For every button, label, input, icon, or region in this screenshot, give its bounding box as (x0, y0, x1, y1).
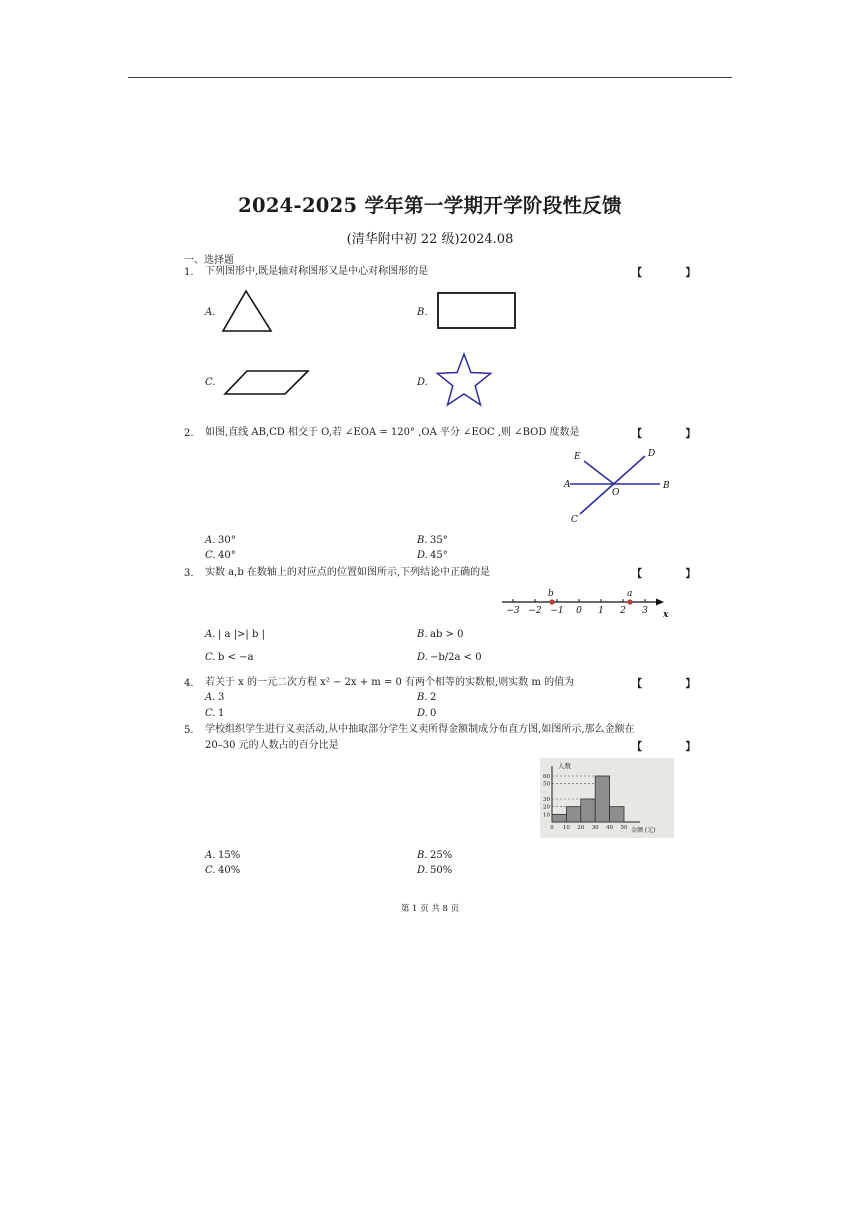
q2-option-b-label[interactable]: B. (417, 535, 428, 546)
q1-option-d-label[interactable]: D. (417, 377, 428, 388)
number-line-tick-label: 2 (620, 606, 626, 616)
q4-option-d-value: 0 (430, 708, 437, 719)
intersecting-lines-figure (560, 444, 678, 528)
histogram-bar (595, 776, 609, 822)
histogram-y-tick-label: 10 (543, 812, 550, 819)
question-1-text: 下列图形中,既是轴对称图形又是中心对称图形的是 (205, 266, 429, 277)
question-5-text-line1: 学校组织学生进行义卖活动,从中抽取部分学生义卖所得金额制成分布直方图,如图所示,那么金额在 (205, 724, 635, 735)
ray-oe (584, 461, 614, 484)
number-line-tick-label: −2 (528, 606, 542, 616)
number-line-tick-label: 1 (598, 606, 604, 616)
q3-option-a-label[interactable]: A. (205, 629, 216, 640)
q5-option-b-value: 25% (430, 850, 453, 861)
label-o: O (612, 488, 620, 498)
histogram-bar (566, 807, 580, 822)
q1-option-b-label[interactable]: B. (417, 307, 428, 318)
q4-option-a-value: 3 (218, 692, 225, 703)
histogram-y-title: 人数 (558, 762, 571, 770)
question-4-number: 4. (184, 678, 194, 689)
q3-option-b-label[interactable]: B. (417, 629, 428, 640)
star-shape (433, 351, 495, 413)
histogram-y-tick-label: 20 (543, 804, 550, 811)
histogram-x-tick-label: 30 (591, 825, 599, 831)
answer-bracket-3[interactable]: 【 】 (632, 569, 716, 580)
q2-option-d-value: 45° (430, 550, 448, 561)
q2-option-c-label[interactable]: C. (205, 550, 216, 561)
label-point-b: b (548, 589, 554, 599)
histogram-y-tick-label: 50 (543, 781, 550, 788)
histogram-bar (581, 799, 595, 822)
question-5-number: 5. (184, 725, 194, 736)
q3-option-d-label[interactable]: D. (417, 652, 428, 663)
q3-option-c-value: b < −a (218, 652, 254, 663)
answer-bracket-4[interactable]: 【 】 (632, 679, 716, 690)
q5-option-a-value: 15% (218, 850, 241, 861)
q5-option-d-label[interactable]: D. (417, 865, 428, 876)
q2-option-a-value: 30° (218, 535, 236, 546)
histogram-x-tick-label: 50 (620, 825, 628, 831)
page-subtitle: (清华附中初 22 级)2024.08 (346, 232, 514, 247)
q3-option-a-value: | a |>| b | (218, 629, 265, 640)
q3-option-d-value: −b/2a < 0 (430, 652, 482, 663)
answer-bracket-1[interactable]: 【 】 (632, 268, 716, 279)
q4-option-b-value: 2 (430, 692, 437, 703)
q2-option-c-value: 40° (218, 550, 236, 561)
rectangle-shape (435, 291, 519, 331)
answer-bracket-5[interactable]: 【 】 (632, 742, 716, 753)
axis-label-x: x (663, 610, 669, 620)
number-line-figure (496, 586, 676, 620)
question-4-text: 若关于 x 的一元二次方程 x² − 2x + m = 0 有两个相等的实数根,则实数 m 的值为 (205, 677, 575, 688)
header-rule (128, 77, 732, 78)
question-1-number: 1. (184, 267, 194, 278)
section-label: 一、选择题 (184, 255, 234, 266)
point-a (627, 599, 632, 604)
q2-option-b-value: 35° (430, 535, 448, 546)
question-2-number: 2. (184, 428, 194, 439)
histogram-y-tick-label: 60 (543, 774, 550, 780)
axis-arrow-icon (656, 599, 664, 606)
question-3-text: 实数 a,b 在数轴上的对应点的位置如图所示,下列结论中正确的是 (205, 567, 491, 578)
question-5-text-line2: 20–30 元的人数占的百分比是 (205, 740, 339, 751)
answer-bracket-2[interactable]: 【 】 (632, 429, 716, 440)
question-3-number: 3. (184, 568, 194, 579)
number-line-tick-label: 0 (576, 606, 582, 616)
label-a: A (564, 480, 571, 490)
histogram-y-tick-label: 30 (543, 797, 550, 803)
histogram-bar (552, 814, 566, 822)
q3-option-c-label[interactable]: C. (205, 652, 216, 663)
q4-option-b-label[interactable]: B. (417, 692, 428, 703)
page-footer: 第 1 页 共 8 页 (400, 904, 460, 914)
q4-option-c-label[interactable]: C. (205, 708, 216, 719)
q4-option-c-value: 1 (218, 708, 225, 719)
histogram-bar (610, 807, 624, 822)
histogram-x-title: 金额 (元) (631, 827, 656, 834)
histogram-x-tick-label: 10 (562, 825, 570, 831)
q5-option-d-value: 50% (430, 865, 453, 876)
label-c: C (571, 515, 578, 525)
q3-option-b-value: ab > 0 (430, 629, 464, 640)
q1-option-c-label[interactable]: C. (205, 377, 216, 388)
number-line-tick-label: −3 (506, 606, 520, 616)
q1-option-a-label[interactable]: A. (205, 307, 216, 318)
point-b (549, 599, 554, 604)
parallelogram-shape (222, 368, 312, 398)
label-point-a: a (627, 589, 633, 599)
label-e: E (574, 452, 581, 462)
q4-option-a-label[interactable]: A. (205, 692, 216, 703)
histogram-x-tick-label: 20 (577, 825, 585, 831)
question-2-text: 如图,直线 AB,CD 相交于 O,若 ∠EOA = 120° ,OA 平分 ∠EOC ,则 ∠BOD 度数是 (205, 427, 580, 438)
q4-option-d-label[interactable]: D. (417, 708, 428, 719)
q5-option-b-label[interactable]: B. (417, 850, 428, 861)
q5-option-c-label[interactable]: C. (205, 865, 216, 876)
number-line-tick-label: 3 (642, 606, 648, 616)
q5-option-c-value: 40% (218, 865, 241, 876)
q5-option-a-label[interactable]: A. (205, 850, 216, 861)
histogram-x-tick-label: 0 (550, 825, 554, 831)
triangle-shape (220, 288, 274, 334)
histogram-x-tick-label: 40 (606, 825, 614, 831)
number-line-tick-label: −1 (550, 606, 564, 616)
q2-option-d-label[interactable]: D. (417, 550, 428, 561)
label-b: B (663, 481, 670, 491)
q2-option-a-label[interactable]: A. (205, 535, 216, 546)
label-d: D (648, 449, 656, 459)
page-title: 2024-2025 学年第一学期开学阶段性反馈 (238, 194, 622, 217)
histogram-figure (540, 758, 674, 838)
